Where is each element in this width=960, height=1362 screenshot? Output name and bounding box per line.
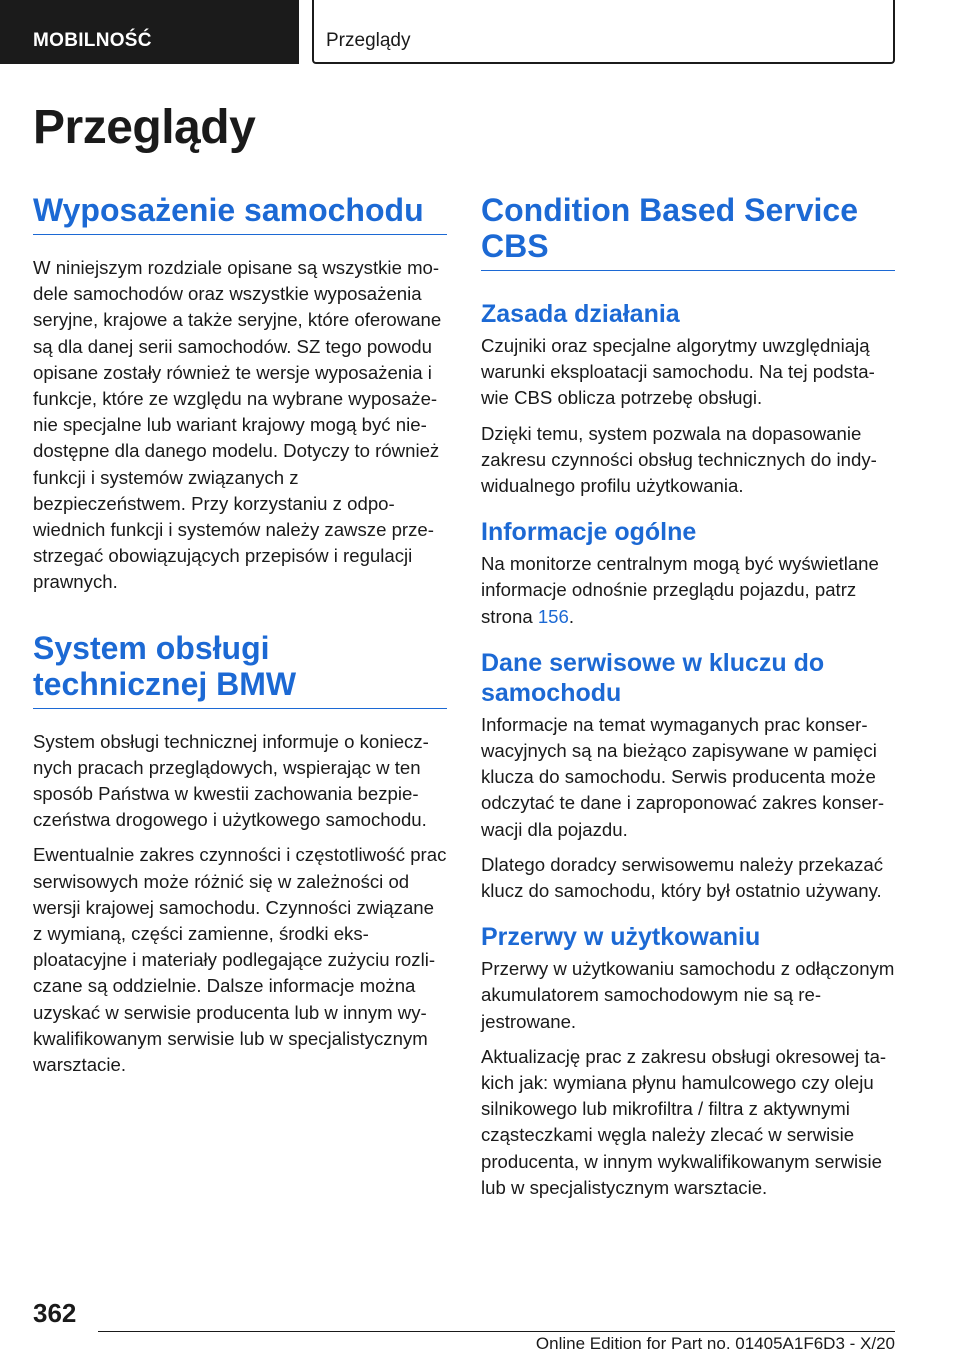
heading-bmw-service-system: System obsługi technicznej BMW — [33, 630, 447, 709]
paragraph-usage-breaks-2: Aktualizację prac z zakresu obsługi okresowej takich jak: wymiana płynu hamulcowego czy oleju silnikowego lub mikrofiltra / filtra z aktywnymi cząsteczkami węgla należy zlecać w serwisie producenta, w innym wykwalifikowanym serwisie lub w specjalistycznym warsztacie. — [481, 1045, 887, 1198]
footer-edition: Online Edition for Part no. 01405A1F6D3 - X/20 — [535, 1334, 895, 1353]
header-chapter-tab — [312, 0, 895, 64]
general-info-text: Na monitorze centralnym mogą być wyświetlane informacje odnośnie przeglądu pojazdu, patrz strona — [481, 553, 879, 627]
page-number: 362 — [33, 1298, 77, 1328]
paragraph-principle-2: Dzięki temu, system pozwala na dopasowanie zakresu czynności obsług technicznych do indywidualnego profilu użytkowania. — [481, 422, 877, 497]
footer-divider — [98, 1331, 895, 1332]
paragraph-service-system-1: System obsługi technicznej informuje o koniecznych pracach przeglądowych, wspierając w ten sposób Państwa w kwestii zachowania bezpieczeństwa drogowego i użytkowego samochodu. — [33, 730, 429, 831]
header-section-tab — [0, 0, 299, 64]
heading-usage-breaks: Przerwy w użytkowaniu — [481, 923, 761, 952]
heading-principle: Zasada działania — [481, 300, 680, 328]
paragraph-equipment: W niniejszym rozdziale opisane są wszystkie modele samochodów oraz wszystkie wyposażenia seryjne, krajowe a także seryjne, które oferowane są dla danej serii samochodów. SZ tego powodu opisane zostały również te wersje wyposażenia i funkcje, które ze względu na wybrane wyposażenie specjalne lub wariant krajowy mogą być niedostępne dla danego modelu. Dotyczy to również funkcji i systemów związanych z bezpieczeństwem. Przy korzystaniu z odpowiednich funkcji i systemów należy zawsze przestrzegać obowiązujących przepisów i regulacji prawnych. — [33, 257, 442, 593]
header-chapter-label: Przeglądy — [326, 30, 411, 51]
left-column — [33, 192, 447, 1087]
page-reference-link[interactable]: 156 — [537, 605, 569, 627]
heading-key-service-data: Dane serwisowe w kluczu do samochodu — [481, 648, 825, 707]
right-column — [481, 192, 895, 1210]
heading-cbs: Condition Based Service CBS — [481, 192, 895, 271]
paragraph-key-data-1: Informacje na temat wymaganych prac konserwacyjnych są na bieżąco zapisywane w pamięci klucza do samochodu. Serwis producenta może odczytać te dane i zaproponować zakres konserwacji dla pojazdu. — [481, 713, 885, 840]
paragraph-usage-breaks-1: Przerwy w użytkowaniu samochodu z odłączonym akumulatorem samochodowym nie są rejestrowane. — [481, 958, 895, 1032]
header-section-label: MOBILNOŚĆ — [33, 30, 152, 51]
page-title: Przeglądy — [33, 101, 256, 154]
paragraph-service-system-2: Ewentualnie zakres czynności i częstotliwość prac serwisowych może różnić się w zależności od wersji krajowej samochodu. Czynności związane z wymianą, części zamienne, środki eksploatacyjne i materiały podlegające zużyciu rozliczane są oddzielnie. Dalsze informacje można uzyskać w serwisie producenta lub w innym wykwalifikowanym serwisie lub w specjalistycznym warsztacie. — [33, 844, 447, 1076]
heading-equipment: Wyposażenie samochodu — [33, 192, 447, 235]
paragraph-general-info — [481, 551, 895, 630]
paragraph-key-data-2: Dlatego doradcy serwisowemu należy przekazać klucz do samochodu, który był ostatnio używany. — [481, 853, 884, 902]
paragraph-principle-1: Czujniki oraz specjalne algorytmy uwzględniają warunki eksploatacji samochodu. Na tej podstawie CBS oblicza potrzebę obsługi. — [481, 335, 875, 409]
heading-general-info: Informacje ogólne — [481, 518, 697, 547]
general-info-end: . — [568, 605, 575, 627]
